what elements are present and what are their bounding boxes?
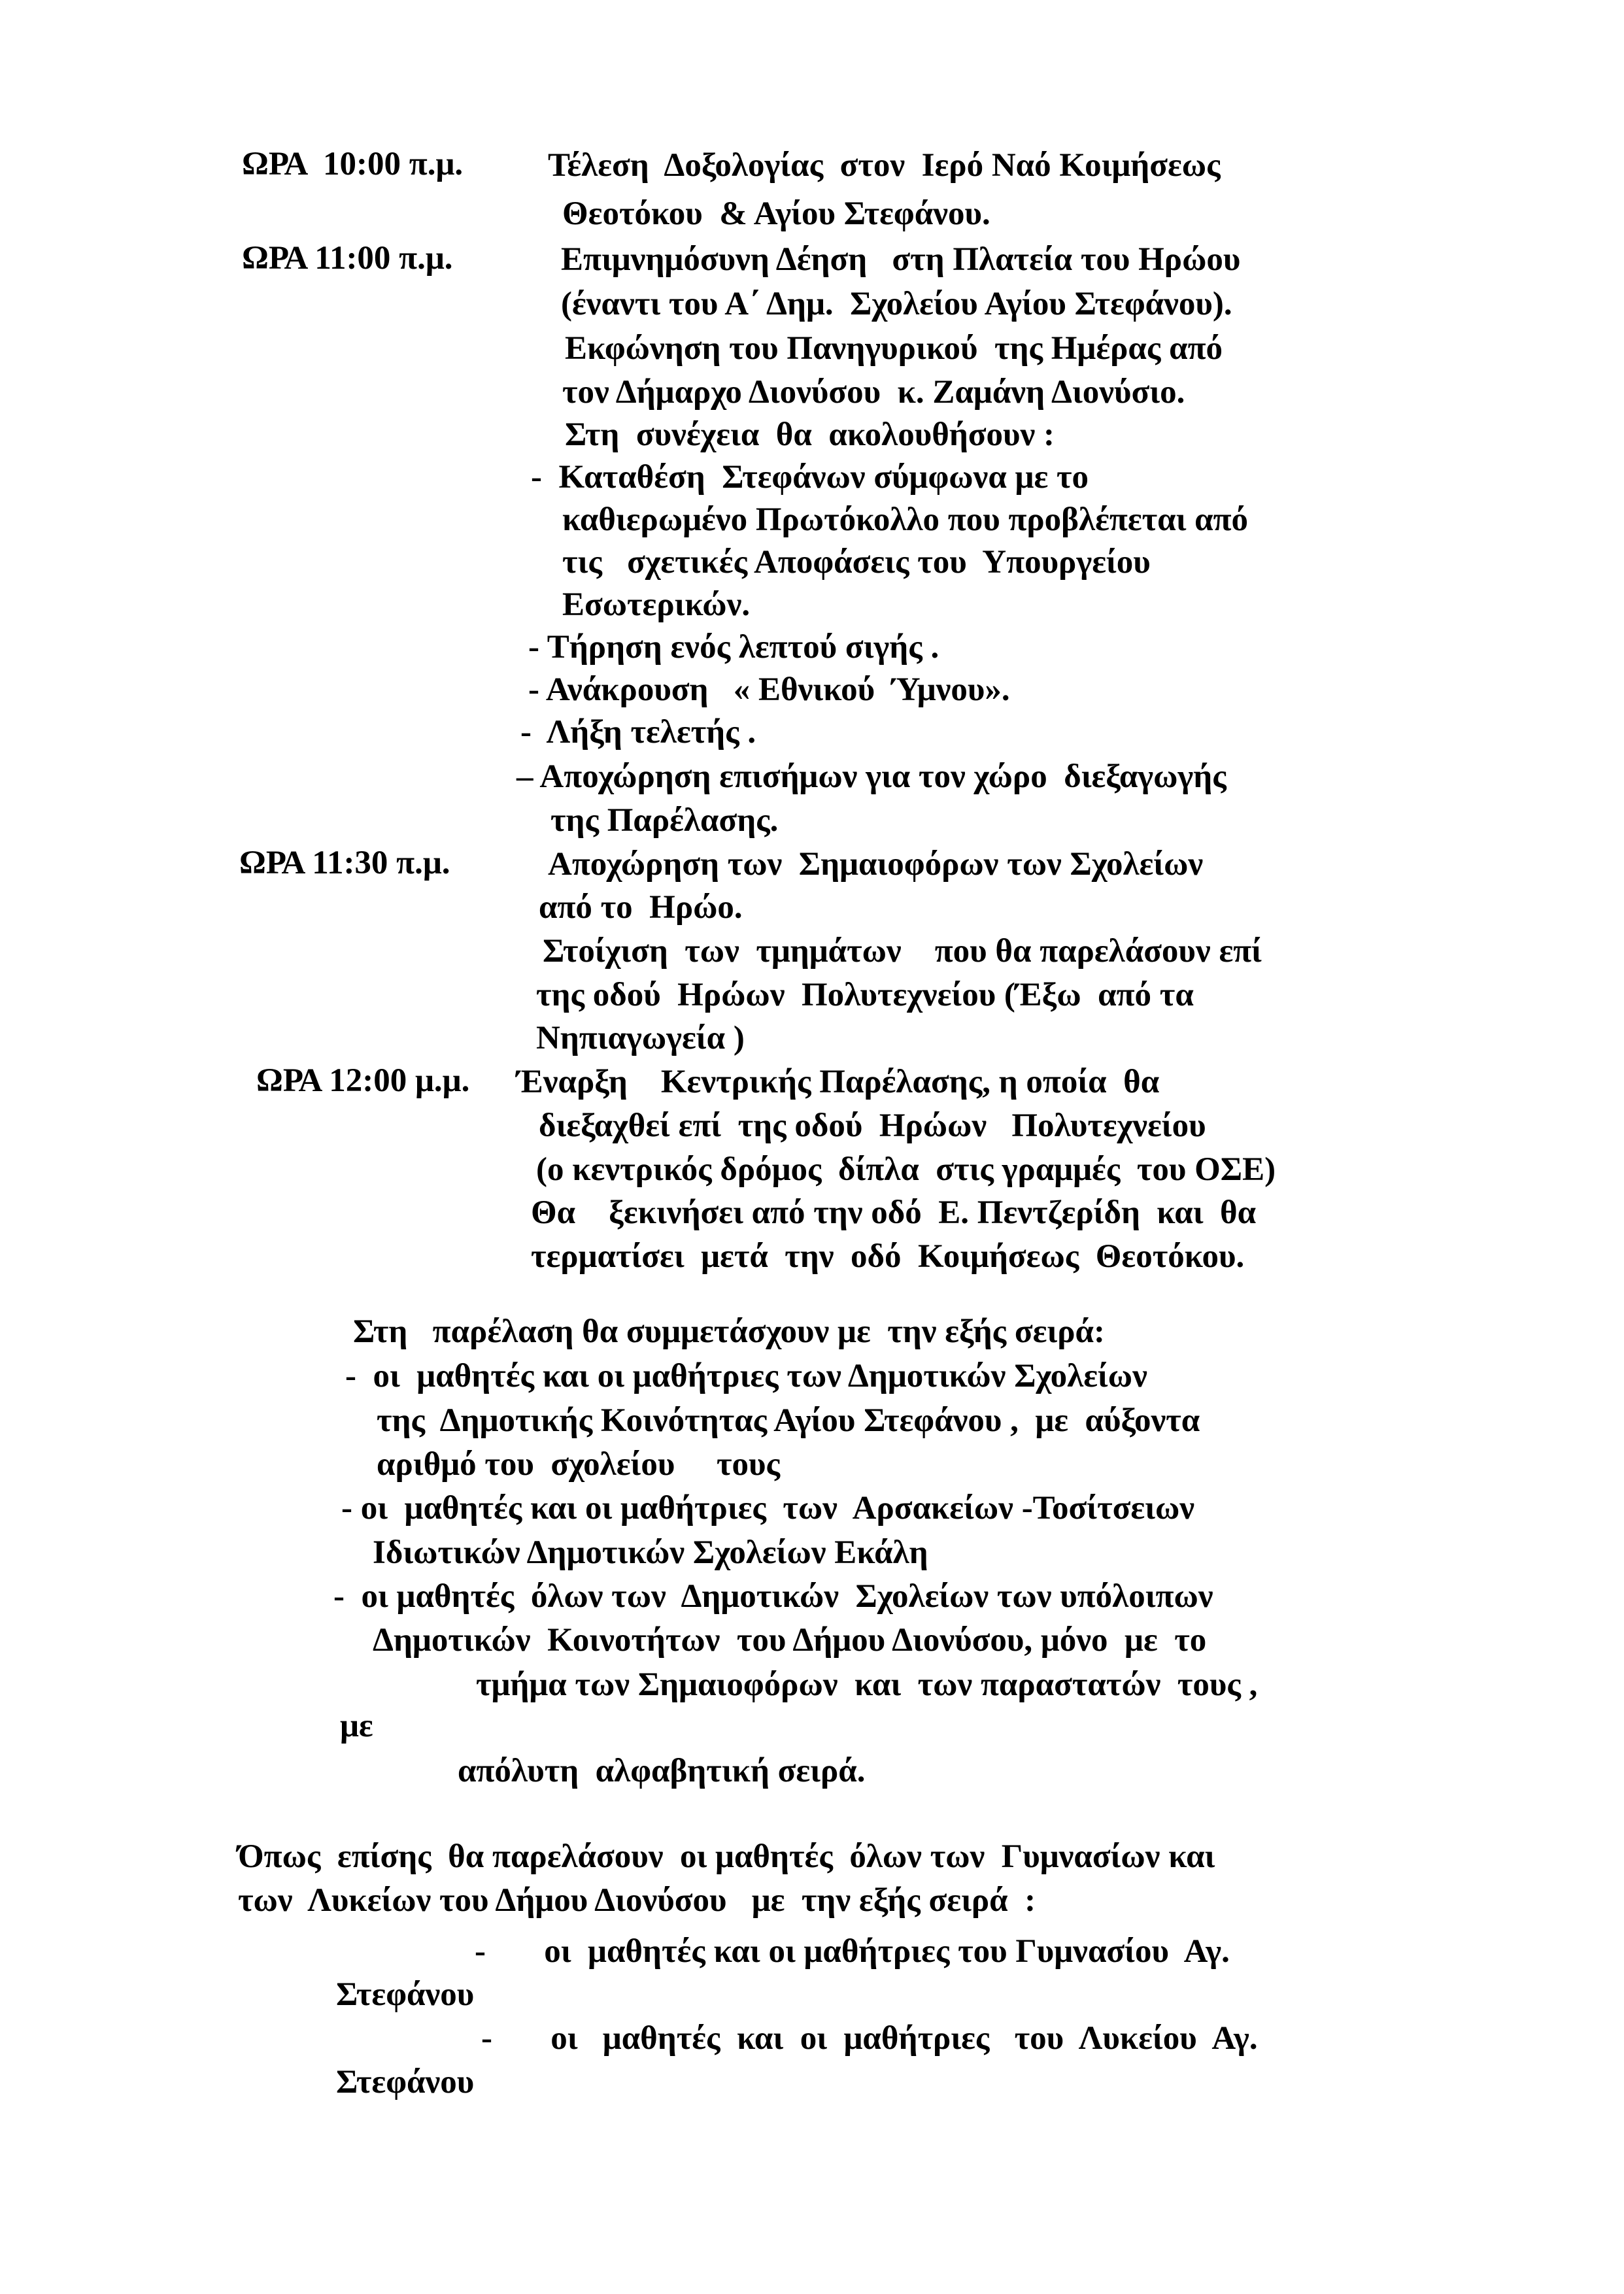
secondary-item: - οι μαθητές και οι μαθήτριες του Γυμνασίου Αγ. — [475, 1933, 1230, 1970]
schedule-time: ΩΡΑ 10:00 π.μ. — [242, 146, 464, 182]
schedule-line: διεξαχθεί επί της οδού Ηρώων Πολυτεχνείου — [539, 1107, 1206, 1144]
schedule-line: τερματίσει μετά την οδό Κοιμήσεως Θεοτόκου. — [531, 1238, 1245, 1275]
parade-line: της Δημοτικής Κοινότητας Αγίου Στεφάνου , με αύξοντα — [377, 1402, 1200, 1439]
schedule-line: Νηπιαγωγεία ) — [536, 1020, 745, 1056]
schedule-line: (ο κεντρικός δρόμος δίπλα στις γραμμές του ΟΣΕ) — [536, 1151, 1276, 1188]
parade-line: απόλυτη αλφαβητική σειρά. — [458, 1753, 866, 1789]
parade-line: Δημοτικών Κοινοτήτων του Δήμου Διονύσου, μόνο με το — [373, 1622, 1207, 1659]
schedule-line: – Αποχώρηση επισήμων για τον χώρο διεξαγωγής — [516, 758, 1226, 795]
schedule-line: Τέλεση Δοξολογίας στον Ιερό Ναό Κοιμήσεως — [548, 147, 1221, 184]
schedule-line: από το Ηρώο. — [539, 889, 743, 926]
schedule-time: ΩΡΑ 12:00 μ.μ. — [256, 1062, 470, 1099]
parade-line: - οι μαθητές και οι μαθήτριες των Δημοτικών Σχολείων — [345, 1358, 1147, 1394]
parade-line: Ιδιωτικών Δημοτικών Σχολείων Εκάλη — [373, 1534, 928, 1571]
schedule-line: Θεοτόκου & Αγίου Στεφάνου. — [562, 195, 990, 232]
schedule-line: Εκφώνηση του Πανηγυρικού της Ημέρας από — [565, 330, 1223, 367]
schedule-line: καθιερωμένο Πρωτόκολλο που προβλέπεται από — [562, 501, 1249, 538]
schedule-line: της οδού Ηρώων Πολυτεχνείου (Έξω από τα — [536, 977, 1194, 1013]
schedule-line: τον Δήμαρχο Διονύσου κ. Ζαμάνη Διονύσιο. — [562, 374, 1185, 411]
parade-line: με — [340, 1708, 373, 1744]
schedule-time: ΩΡΑ 11:00 π.μ. — [242, 240, 453, 277]
schedule-line: Εσωτερικών. — [562, 586, 751, 623]
parade-line: αριθμό του σχολείου τους — [377, 1446, 781, 1483]
schedule-line: - Τήρηση ενός λεπτού σιγής . — [528, 629, 939, 666]
schedule-line: Θα ξεκινήσει από την οδό Ε. Πεντζερίδη και θα — [531, 1194, 1257, 1231]
parade-line: - οι μαθητές και οι μαθήτριες των Αρσακείων -Τοσίτσειων — [341, 1490, 1195, 1527]
schedule-line: Επιμνημόσυνη Δέηση στη Πλατεία του Ηρώου — [561, 241, 1241, 278]
parade-line: - οι μαθητές όλων των Δημοτικών Σχολείων των υπόλοιπων — [333, 1578, 1213, 1615]
parade-line: τμήμα των Σημαιοφόρων και των παραστατών τους , — [476, 1666, 1258, 1703]
schedule-line: (έναντι του Α΄ Δημ. Σχολείου Αγίου Στεφάνου). — [561, 286, 1232, 322]
schedule-line: - Καταθέση Στεφάνων σύμφωνα με το — [531, 459, 1089, 496]
parade-intro: Στη παρέλαση θα συμμετάσχουν με την εξής σειρά: — [353, 1313, 1105, 1350]
schedule-line: τις σχετικές Αποφάσεις του Υπουργείου — [562, 544, 1151, 581]
schedule-time: ΩΡΑ 11:30 π.μ. — [239, 845, 450, 881]
schedule-line: Αποχώρηση των Σημαιοφόρων των Σχολείων — [548, 846, 1204, 883]
secondary-item: Στεφάνου — [336, 1976, 475, 2013]
schedule-line: Στοίχιση των τμημάτων που θα παρελάσουν επί — [543, 933, 1262, 970]
secondary-item: Στεφάνου — [336, 2064, 475, 2100]
secondary-item: - οι μαθητές και οι μαθήτριες του Λυκείου Αγ. — [481, 2020, 1258, 2057]
secondary-intro-line: Όπως επίσης θα παρελάσουν οι μαθητές όλων των Γυμνασίων και — [238, 1838, 1215, 1875]
schedule-line: Στη συνέχεια θα ακολουθήσουν : — [565, 416, 1055, 453]
schedule-line: της Παρέλασης. — [550, 802, 779, 839]
schedule-line: Έναρξη Κεντρικής Παρέλασης, η οποία θα — [516, 1064, 1160, 1100]
secondary-intro-line: των Λυκείων του Δήμου Διονύσου με την εξής σειρά : — [238, 1882, 1036, 1919]
schedule-line: - Λήξη τελετής . — [520, 714, 756, 751]
schedule-line: - Ανάκρουση « Εθνικού Ύμνου». — [528, 671, 1010, 708]
